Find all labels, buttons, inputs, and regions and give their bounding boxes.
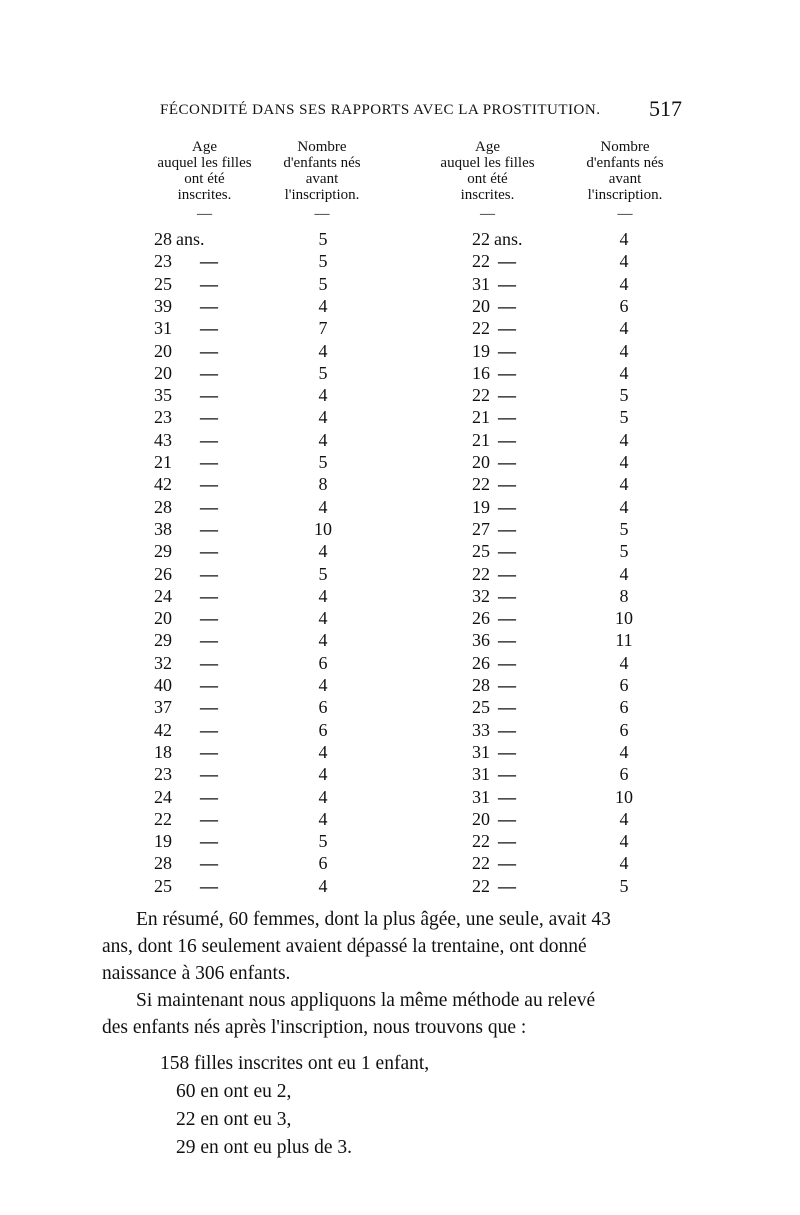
age-cell: 16 xyxy=(472,362,490,383)
age-cell: 25 xyxy=(154,273,172,294)
age-unit: ans. xyxy=(494,229,523,249)
running-title: FÉCONDITÉ DANS SES RAPPORTS AVEC LA PROSTITUTION. xyxy=(160,102,601,118)
ditto-mark: — xyxy=(498,764,516,785)
children-count-cell: 4 xyxy=(619,474,629,495)
age-cell: 22 xyxy=(472,318,490,339)
ditto-mark: — xyxy=(200,340,218,361)
children-count-cell: 4 xyxy=(619,452,629,472)
list-item: 29 en ont eu plus de 3. xyxy=(176,1137,353,1158)
age-cell: 25 xyxy=(472,541,490,562)
age-cell: 40 xyxy=(154,675,172,695)
age-cell: 23 xyxy=(154,407,172,428)
ditto-mark: — xyxy=(498,630,516,651)
column-header-line: d'enfants nés xyxy=(283,155,361,171)
children-count-cell: 4 xyxy=(318,875,328,896)
column-header-line: auquel les filles xyxy=(440,155,535,171)
children-count-cell: 4 xyxy=(318,496,328,517)
paragraph-line: des enfants nés après l'inscription, nous trouvons que : xyxy=(102,1017,527,1038)
ditto-mark: — xyxy=(200,608,218,629)
age-cell: 31 xyxy=(472,786,490,807)
age-cell: 18 xyxy=(154,741,172,762)
age-cell: 35 xyxy=(154,385,172,406)
age-cell: 23 xyxy=(154,764,172,785)
children-count-cell: 4 xyxy=(318,630,328,651)
ditto-mark: — xyxy=(200,764,218,785)
paragraph-line: En résumé, 60 femmes, dont la plus âgée, une seule, avait 43 xyxy=(136,909,611,930)
ditto-mark: — xyxy=(200,719,218,740)
age-cell: 21 xyxy=(472,407,490,428)
children-count-cell: 4 xyxy=(619,853,629,874)
children-count-cell: 5 xyxy=(318,831,328,852)
ditto-mark: — xyxy=(498,719,516,740)
age-cell: 20 xyxy=(154,340,172,361)
paragraph-line: naissance à 306 enfants. xyxy=(102,963,291,984)
age-cell: 26 xyxy=(154,563,172,584)
age-cell: 22 xyxy=(154,808,172,829)
page-header xyxy=(160,96,682,126)
column-header-dash: — xyxy=(480,206,495,222)
children-count-cell: 4 xyxy=(619,340,629,361)
age-cell: 20 xyxy=(154,362,172,383)
age-cell: 22 xyxy=(472,385,490,406)
ditto-mark: — xyxy=(498,318,516,339)
children-count-cell: 4 xyxy=(619,652,629,673)
age-cell: 42 xyxy=(154,719,172,740)
ditto-mark: — xyxy=(200,541,218,562)
ditto-mark: — xyxy=(200,318,218,339)
column-header-age-right xyxy=(425,139,550,222)
column-header-line: Age xyxy=(475,139,500,155)
age-unit: ans. xyxy=(176,229,205,249)
ditto-mark: — xyxy=(200,407,218,428)
children-count-cell: 5 xyxy=(318,563,328,584)
column-header-line: inscrites. xyxy=(460,187,515,203)
children-count-cell: 4 xyxy=(318,741,328,762)
children-count-cell: 10 xyxy=(615,786,633,807)
column-header-line: ont été xyxy=(184,171,225,187)
children-count-cell: 4 xyxy=(619,496,629,517)
ditto-mark: — xyxy=(498,831,516,852)
ditto-mark: — xyxy=(200,295,218,316)
ditto-mark: — xyxy=(200,474,218,495)
column-header-line: inscrites. xyxy=(177,187,232,203)
column-header-line: avant xyxy=(305,171,339,187)
ditto-mark: — xyxy=(200,853,218,874)
ditto-mark: — xyxy=(200,808,218,829)
column-header-line: Age xyxy=(192,139,217,155)
children-count-cell: 6 xyxy=(318,652,328,673)
ditto-mark: — xyxy=(200,362,218,383)
ditto-mark: — xyxy=(498,608,516,629)
children-count-cell: 11 xyxy=(615,630,633,651)
method-paragraph xyxy=(102,987,682,1041)
age-cell: 31 xyxy=(154,318,172,339)
column-header-line: auquel les filles xyxy=(157,155,252,171)
ditto-mark: — xyxy=(498,675,516,695)
children-count-cell: 4 xyxy=(318,407,328,428)
age-cell: 20 xyxy=(154,608,172,629)
ditto-mark: — xyxy=(200,452,218,472)
age-cell: 22 xyxy=(472,229,490,249)
ditto-mark: — xyxy=(200,429,218,450)
column-header-dash: — xyxy=(197,206,212,222)
age-cell: 26 xyxy=(472,652,490,673)
column-header-dash: — xyxy=(314,206,330,222)
children-count-cell: 4 xyxy=(318,340,328,361)
children-count-cell: 4 xyxy=(619,808,629,829)
children-count-cell: 5 xyxy=(318,251,328,272)
ditto-mark: — xyxy=(498,273,516,294)
ditto-mark: — xyxy=(200,585,218,606)
children-count-cell: 6 xyxy=(318,697,328,718)
children-count-cell: 10 xyxy=(314,518,332,539)
ditto-mark: — xyxy=(498,518,516,539)
children-count-cell: 5 xyxy=(619,875,629,896)
children-count-cell: 4 xyxy=(619,429,629,450)
ditto-mark: — xyxy=(200,697,218,718)
ditto-mark: — xyxy=(200,563,218,584)
results-list xyxy=(160,1050,429,1162)
children-count-cell: 4 xyxy=(619,563,629,584)
ditto-mark: — xyxy=(498,585,516,606)
children-count-cell: 4 xyxy=(318,764,328,785)
children-count-cell: 5 xyxy=(318,452,328,472)
children-count-cell: 6 xyxy=(619,675,629,695)
children-count-cell: 4 xyxy=(619,251,629,272)
age-cell: 22 xyxy=(472,853,490,874)
ditto-mark: — xyxy=(200,831,218,852)
children-count-cell: 4 xyxy=(619,741,629,762)
column-header-age-left xyxy=(142,139,267,222)
ditto-mark: — xyxy=(498,697,516,718)
data-table xyxy=(0,228,800,898)
age-cell: 31 xyxy=(472,741,490,762)
age-cell: 39 xyxy=(154,295,172,316)
children-count-cell: 4 xyxy=(619,831,629,852)
ditto-mark: — xyxy=(498,385,516,406)
age-cell: 19 xyxy=(154,831,172,852)
children-count-cell: 4 xyxy=(619,229,629,249)
ditto-mark: — xyxy=(498,429,516,450)
age-cell: 20 xyxy=(472,295,490,316)
ditto-mark: — xyxy=(498,407,516,428)
children-count-cell: 5 xyxy=(619,407,629,428)
ditto-mark: — xyxy=(200,652,218,673)
age-cell: 22 xyxy=(472,474,490,495)
age-cell: 29 xyxy=(154,630,172,651)
ditto-mark: — xyxy=(200,786,218,807)
children-count-cell: 8 xyxy=(318,474,328,495)
paragraph-line: Si maintenant nous appliquons la même méthode au relevé xyxy=(136,990,596,1011)
age-cell: 38 xyxy=(154,518,172,539)
age-cell: 19 xyxy=(472,496,490,517)
ditto-mark: — xyxy=(498,875,516,896)
column-header-children-left xyxy=(257,139,387,222)
column-header-line: Nombre xyxy=(600,139,650,155)
ditto-mark: — xyxy=(498,563,516,584)
age-cell: 36 xyxy=(472,630,490,651)
ditto-mark: — xyxy=(498,496,516,517)
age-cell: 33 xyxy=(472,719,490,740)
list-item: 22 en ont eu 3, xyxy=(176,1109,292,1130)
column-header-line: ont été xyxy=(467,171,508,187)
children-count-cell: 10 xyxy=(615,608,633,629)
age-cell: 22 xyxy=(472,563,490,584)
children-count-cell: 6 xyxy=(619,719,629,740)
children-count-cell: 5 xyxy=(619,518,629,539)
children-count-cell: 6 xyxy=(318,719,328,740)
age-cell: 25 xyxy=(154,875,172,896)
column-header-dash: — xyxy=(617,206,633,222)
ditto-mark: — xyxy=(200,630,218,651)
children-count-cell: 4 xyxy=(619,362,629,383)
age-cell: 22 xyxy=(472,831,490,852)
ditto-mark: — xyxy=(498,808,516,829)
age-cell: 19 xyxy=(472,340,490,361)
children-count-cell: 4 xyxy=(318,541,328,562)
children-count-cell: 5 xyxy=(619,385,629,406)
age-cell: 21 xyxy=(154,452,172,472)
ditto-mark: — xyxy=(498,295,516,316)
children-count-cell: 4 xyxy=(619,318,629,339)
children-count-cell: 4 xyxy=(318,675,328,695)
age-cell: 25 xyxy=(472,697,490,718)
ditto-mark: — xyxy=(200,496,218,517)
ditto-mark: — xyxy=(200,518,218,539)
children-count-cell: 6 xyxy=(619,295,629,316)
age-cell: 20 xyxy=(472,808,490,829)
age-cell: 27 xyxy=(472,518,490,539)
age-cell: 32 xyxy=(472,585,490,606)
children-count-cell: 5 xyxy=(318,273,328,294)
age-cell: 24 xyxy=(154,786,172,807)
column-header-line: avant xyxy=(608,171,642,187)
column-header-line: l'inscription. xyxy=(587,187,663,203)
children-count-cell: 6 xyxy=(318,853,328,874)
children-count-cell: 5 xyxy=(318,229,328,249)
children-count-cell: 5 xyxy=(318,362,328,383)
age-cell: 28 xyxy=(154,229,172,249)
column-header-line: l'inscription. xyxy=(284,187,360,203)
age-cell: 29 xyxy=(154,541,172,562)
children-count-cell: 6 xyxy=(619,764,629,785)
age-cell: 24 xyxy=(154,585,172,606)
children-count-cell: 4 xyxy=(318,385,328,406)
children-count-cell: 4 xyxy=(318,786,328,807)
ditto-mark: — xyxy=(498,853,516,874)
age-cell: 22 xyxy=(472,251,490,272)
children-count-cell: 8 xyxy=(619,585,629,606)
summary-paragraph xyxy=(102,906,682,987)
page-number: 517 xyxy=(649,96,682,121)
age-cell: 26 xyxy=(472,608,490,629)
list-item: 60 en ont eu 2, xyxy=(176,1081,292,1102)
age-cell: 31 xyxy=(472,273,490,294)
age-cell: 37 xyxy=(154,697,172,718)
ditto-mark: — xyxy=(498,652,516,673)
age-cell: 42 xyxy=(154,474,172,495)
children-count-cell: 4 xyxy=(318,295,328,316)
ditto-mark: — xyxy=(200,273,218,294)
age-cell: 23 xyxy=(154,251,172,272)
ditto-mark: — xyxy=(498,362,516,383)
column-header-children-right xyxy=(560,139,690,222)
children-count-cell: 5 xyxy=(619,541,629,562)
ditto-mark: — xyxy=(498,474,516,495)
children-count-cell: 4 xyxy=(318,585,328,606)
age-cell: 43 xyxy=(154,429,172,450)
column-header-line: d'enfants nés xyxy=(586,155,664,171)
list-item: 158 filles inscrites ont eu 1 enfant, xyxy=(160,1053,430,1074)
age-cell: 20 xyxy=(472,452,490,472)
age-cell: 28 xyxy=(154,853,172,874)
age-cell: 21 xyxy=(472,429,490,450)
age-cell: 22 xyxy=(472,875,490,896)
children-count-cell: 6 xyxy=(619,697,629,718)
ditto-mark: — xyxy=(200,875,218,896)
ditto-mark: — xyxy=(498,541,516,562)
ditto-mark: — xyxy=(498,251,516,272)
children-count-cell: 4 xyxy=(318,808,328,829)
ditto-mark: — xyxy=(200,251,218,272)
column-header-line: Nombre xyxy=(297,139,347,155)
ditto-mark: — xyxy=(200,741,218,762)
ditto-mark: — xyxy=(498,452,516,472)
age-cell: 28 xyxy=(154,496,172,517)
children-count-cell: 4 xyxy=(619,273,629,294)
age-cell: 31 xyxy=(472,764,490,785)
age-cell: 32 xyxy=(154,652,172,673)
ditto-mark: — xyxy=(498,741,516,762)
ditto-mark: — xyxy=(200,675,218,695)
paragraph-line: ans, dont 16 seulement avaient dépassé la trentaine, ont donné xyxy=(102,936,587,957)
age-cell: 28 xyxy=(472,675,490,695)
ditto-mark: — xyxy=(498,340,516,361)
children-count-cell: 4 xyxy=(318,429,328,450)
ditto-mark: — xyxy=(498,786,516,807)
ditto-mark: — xyxy=(200,385,218,406)
children-count-cell: 4 xyxy=(318,608,328,629)
children-count-cell: 7 xyxy=(318,318,328,339)
